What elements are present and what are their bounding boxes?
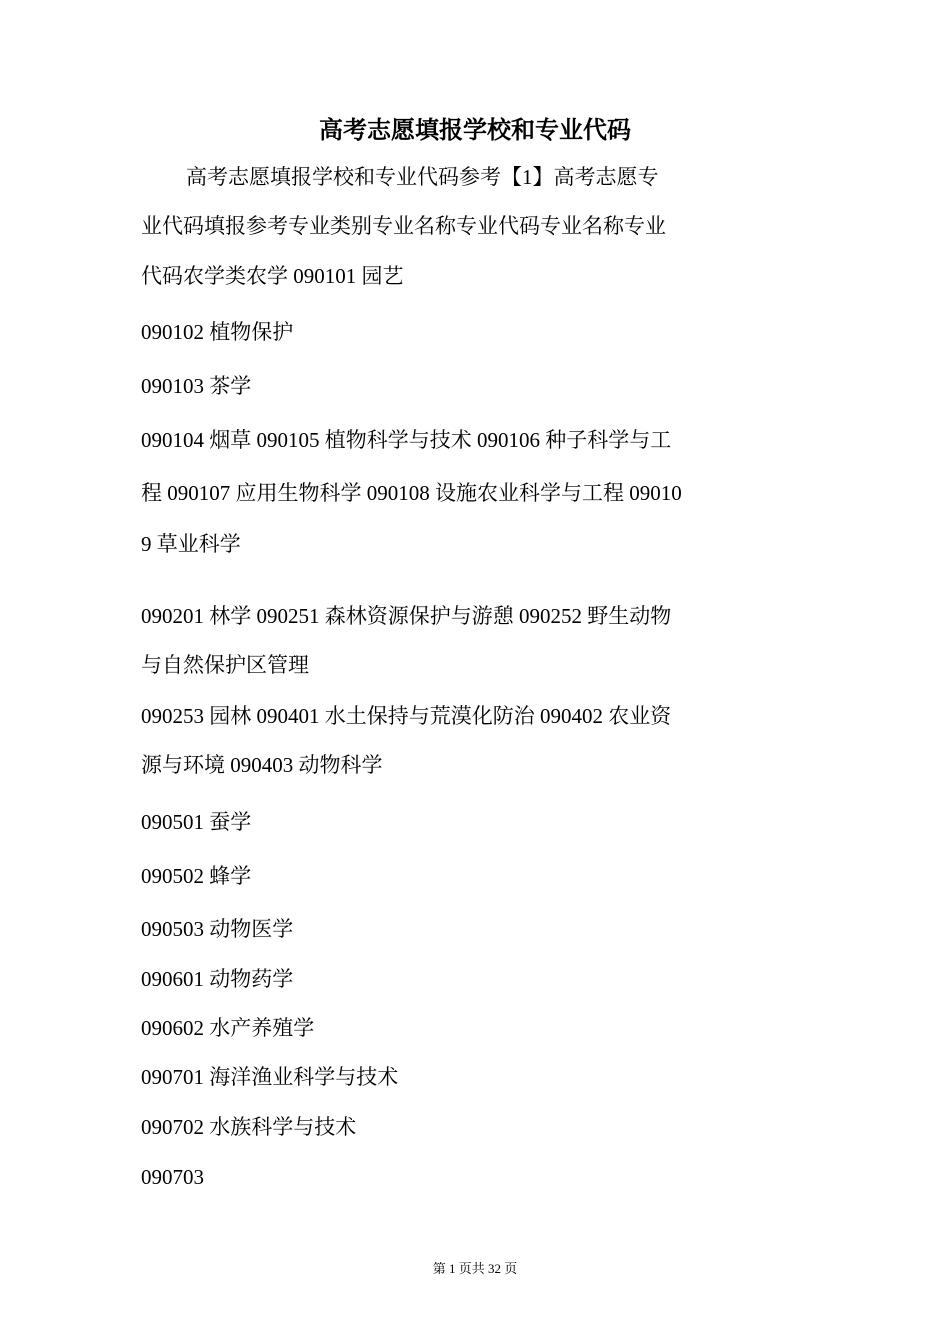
text-line: 090501 蚕学: [141, 810, 252, 834]
text-line: 090103 茶学: [141, 374, 252, 398]
text-line: 代码农学类农学 090101 园艺: [141, 264, 404, 288]
text-line: 090702 水族科学与技术: [141, 1115, 357, 1139]
text-line: 090102 植物保护: [141, 320, 294, 344]
text-line: 090201 林学 090251 森林资源保护与游憩 090252 野生动物: [141, 604, 672, 628]
text-line: 090701 海洋渔业科学与技术: [141, 1065, 399, 1089]
text-line: 程 090107 应用生物科学 090108 设施农业科学与工程 09010: [141, 481, 682, 505]
text-line: 业代码填报参考专业类别专业名称专业代码专业名称专业: [141, 214, 666, 238]
text-line: 9 草业科学: [141, 532, 241, 556]
text-line: 090104 烟草 090105 植物科学与技术 090106 种子科学与工: [141, 428, 672, 452]
text-line: 090253 园林 090401 水土保持与荒漠化防治 090402 农业资: [141, 704, 672, 728]
text-line: 090703: [141, 1165, 204, 1189]
text-line: 源与环境 090403 动物科学: [141, 753, 383, 777]
page-number-footer: 第 1 页共 32 页: [432, 1261, 518, 1276]
text-line: 与自然保护区管理: [141, 653, 309, 677]
text-line: 090503 动物医学: [141, 917, 294, 941]
text-line: 090602 水产养殖学: [141, 1016, 315, 1040]
text-line: 090502 蜂学: [141, 864, 252, 888]
text-line: 090601 动物药学: [141, 967, 294, 991]
text-line: 高考志愿填报学校和专业代码参考【1】高考志愿专: [186, 165, 659, 189]
document-title: 高考志愿填报学校和专业代码: [319, 118, 631, 144]
